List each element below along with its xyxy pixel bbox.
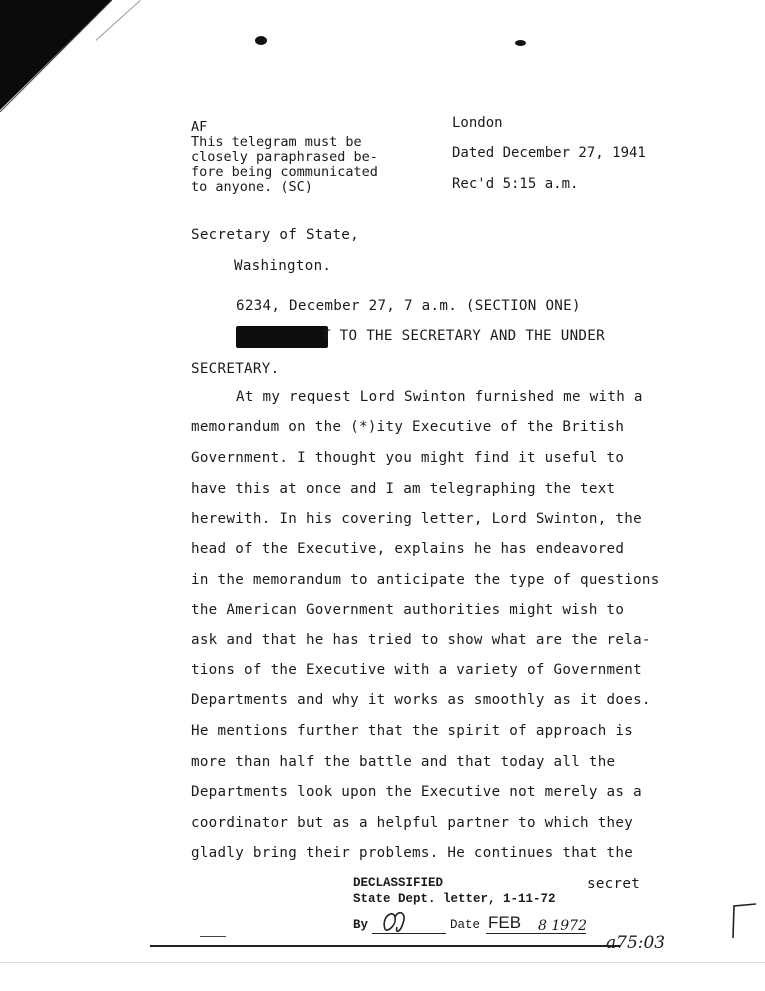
- body-line: herewith. In his covering letter, Lord Swinton, the: [191, 511, 642, 527]
- punch-mark: [515, 40, 526, 46]
- file-number-handwritten: a75:03: [606, 933, 666, 953]
- addressee-city: Washington.: [234, 258, 332, 274]
- body-line: He mentions further that the spirit of approach is: [191, 723, 634, 739]
- body-line: Departments and why it works as smoothly as it does.: [191, 692, 651, 708]
- redaction-bar: [236, 326, 328, 348]
- by-label: By: [353, 918, 369, 932]
- routing-code: AF: [191, 119, 208, 135]
- margin-bracket-mark: [728, 900, 758, 940]
- handling-notice-line: to anyone. (SC): [191, 179, 313, 195]
- handling-notice-line: This telegram must be: [191, 134, 362, 150]
- origin-place: London: [452, 115, 503, 131]
- bottom-rule: [150, 945, 620, 947]
- body-line: tions of the Executive with a variety of Government: [191, 662, 642, 678]
- left-dash: [200, 936, 226, 937]
- body-line: the American Government authorities might wish to: [191, 602, 625, 618]
- body-line: more than half the battle and that today all the: [191, 754, 616, 770]
- addressee-title: Secretary of State,: [191, 227, 359, 243]
- body-line: ask and that he has tried to show what are the rela-: [191, 632, 651, 648]
- recipient-line-cont: SECRETARY.: [191, 361, 280, 377]
- date-label: Date: [450, 918, 481, 932]
- body-line: coordinator but as a helpful partner to which they: [191, 815, 634, 831]
- body-line: have this at once and I am telegraphing the text: [191, 481, 616, 497]
- received-line: Rec'd 5:15 a.m.: [452, 176, 579, 192]
- body-line: memorandum on the (*)ity Executive of the British: [191, 419, 625, 435]
- body-line: Government. I thought you might find it useful to: [191, 450, 625, 466]
- classification-marking: secret: [587, 876, 641, 892]
- handling-notice-line: closely paraphrased be-: [191, 149, 378, 165]
- body-line: Departments look upon the Executive not merely as a: [191, 784, 642, 800]
- handling-notice-line: fore being communicated: [191, 164, 378, 180]
- scan-edge-line: [0, 962, 765, 963]
- date-day-year-handwritten: 8 1972: [538, 918, 587, 934]
- recipient-line: T TO THE SECRETARY AND THE UNDER: [322, 328, 605, 344]
- body-line: gladly bring their problems. He continues that the: [191, 845, 634, 861]
- reviewer-signature: [375, 905, 415, 939]
- declassification-authority: State Dept. letter, 1-11-72: [353, 892, 556, 906]
- body-line: At my request Lord Swinton furnished me with a: [236, 389, 643, 405]
- body-line: in the memorandum to anticipate the type of questions: [191, 572, 660, 588]
- date-month-handwritten: FEB: [488, 913, 522, 932]
- declassified-stamp: DECLASSIFIED: [353, 876, 444, 890]
- body-line: head of the Executive, explains he has endeavored: [191, 541, 625, 557]
- telegram-reference: 6234, December 27, 7 a.m. (SECTION ONE): [236, 298, 581, 314]
- dated-line: Dated December 27, 1941: [452, 145, 646, 161]
- punch-mark: [255, 36, 267, 45]
